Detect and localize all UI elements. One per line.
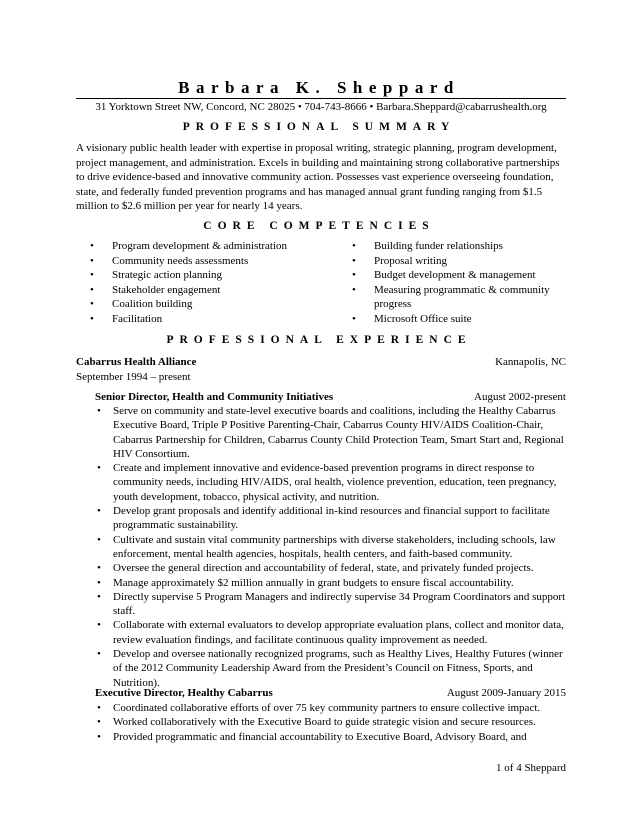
page-number: 1 of 4 Sheppard — [496, 762, 566, 774]
competency-item: • Measuring programmatic & community progress — [350, 283, 572, 312]
list-item: • Worked collaboratively with the Executive Board to guide strategic vision and secure resources. — [95, 715, 567, 729]
employment-dates: September 1994 – present — [76, 371, 191, 383]
summary-heading: PROFESSIONAL SUMMARY — [182, 121, 456, 133]
list-item: • Collaborate with external evaluators to develop appropriate evaluation plans, collect and monitor data, review evaluation findings, and facilitate continuous quality improvement as needed. — [95, 618, 567, 647]
list-item: • Manage approximately $2 million annually in grant budgets to ensure fiscal accountability. — [95, 576, 567, 590]
competency-item: • Community needs assessments — [88, 254, 338, 269]
list-item: • Provided programmatic and financial accountability to Executive Board, Advisory Board, and — [95, 730, 567, 744]
competency-item: • Microsoft Office suite — [350, 312, 572, 327]
employer-location: Kannapolis, NC — [495, 356, 566, 368]
competency-item: • Facilitation — [88, 312, 338, 327]
role-bullets — [95, 404, 567, 690]
role-dates: August 2002-present — [474, 391, 566, 403]
list-item: • Develop and oversee nationally recognized programs, such as Healthy Lives, Healthy Futures (winner of the 2012 Community Leadership Award from the President’s Council on Fitness, Sports, and Nutrition). — [95, 647, 567, 690]
list-item: • Coordinated collaborative efforts of over 75 key community partners to ensure collective impact. — [95, 701, 567, 715]
list-item: • Cultivate and sustain vital community partnerships with diverse stakeholders, including schools, law enforcement, mental health agencies, hospitals, health centers, and faith-based community. — [95, 533, 567, 562]
role-dates: August 2009-January 2015 — [446, 687, 566, 699]
list-item: • Serve on community and state-level executive boards and coalitions, including the Healthy Cabarrus Executive Board, Triple P Positive Parenting-Chair, Cabarrus County HIV/AIDS Coalition-Chair, Cabarrus Partnership for Children, Cabarrus County Child Protection Team, Smart Start and, Regional HIV Consortium. — [95, 404, 567, 461]
role-title: Executive Director, Healthy Cabarrus — [95, 687, 273, 699]
competency-item: • Strategic action planning — [88, 268, 338, 283]
competencies-left-list — [88, 239, 338, 326]
competency-item: • Coalition building — [88, 297, 338, 312]
experience-heading: PROFESSIONAL EXPERIENCE — [166, 334, 472, 346]
employer-name: Cabarrus Health Alliance — [76, 356, 197, 368]
list-item: • Oversee the general direction and accountability of federal, state, and privately funded projects. — [95, 561, 567, 575]
competency-item: • Budget development & management — [350, 268, 572, 283]
competencies-heading: CORE COMPETENCIES — [203, 220, 435, 232]
list-item: • Develop grant proposals and identify additional in-kind resources and financial support to facilitate programmatic sustainability. — [95, 504, 567, 533]
competency-item: • Proposal writing — [350, 254, 572, 269]
role-title: Senior Director, Health and Community Initiatives — [95, 391, 334, 403]
role-bullets — [95, 701, 567, 744]
contact-line: 31 Yorktown Street NW, Concord, NC 28025 • 704-743-8666 • Barbara.Sheppard@cabarrushealth.org — [76, 98, 566, 114]
list-item: • Directly supervise 5 Program Managers and indirectly supervise 34 Program Coordinators and support staff. — [95, 590, 567, 619]
competencies-right-list — [350, 239, 572, 326]
list-item: • Create and implement innovative and evidence-based prevention programs in direct response to community needs, including HIV/AIDS, oral health, violence prevention, education, teen pregnancy, youth development, tobacco, physical activity, and nutrition. — [95, 461, 567, 504]
summary-text: A visionary public health leader with expertise in proposal writing, strategic planning, program development, project management, and administration. Excels in building and maintaining strong collaborative partnerships to drive evidence-based and innovative community action. Possesses vast experience overseeing foundation, state, and federally funded prevention programs and has managed annual grant funding ranging from $1.5 million to $2.6 million per year for nearly 14 years. — [76, 142, 560, 212]
competency-item: • Building funder relationships — [350, 239, 572, 254]
competency-item: • Stakeholder engagement — [88, 283, 338, 298]
competency-item: • Program development & administration — [88, 239, 338, 254]
candidate-name: Barbara K. Sheppard — [178, 78, 460, 97]
